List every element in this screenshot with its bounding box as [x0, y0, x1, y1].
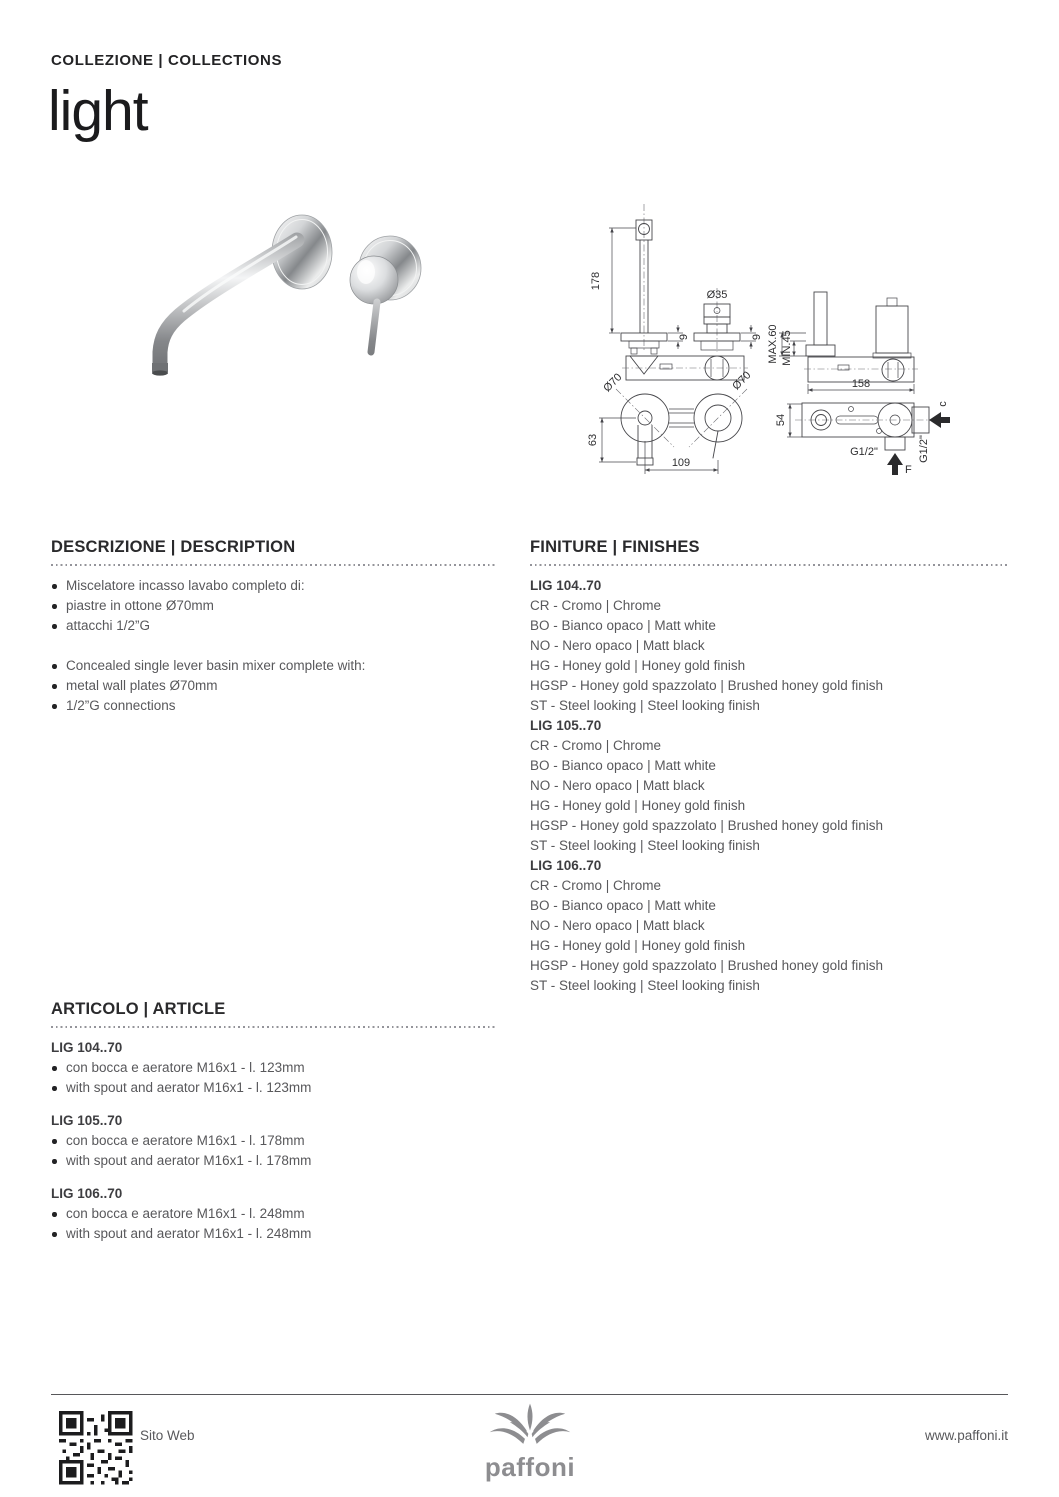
spout-assembly — [152, 215, 332, 376]
article-heading: ARTICOLO | ARTICLE — [51, 1000, 226, 1018]
dotted-rule — [51, 564, 497, 566]
brand-logo — [477, 1402, 583, 1483]
dim-max-depth: MAX.60 — [767, 324, 779, 364]
article-code: LIG 105..70 — [51, 1113, 123, 1128]
website-link[interactable]: www.paffoni.it — [924, 1428, 1008, 1443]
qr-code — [57, 1409, 135, 1487]
hot-inlet-arrow — [887, 453, 903, 475]
cold-inlet-arrow — [929, 412, 950, 428]
dim-connection-side: G1/2" — [918, 435, 930, 463]
hot-inlet-label: F — [905, 464, 912, 476]
finish-option: NO - Nero opaco | Matt black — [530, 778, 705, 793]
article-items — [51, 1131, 497, 1171]
description-item: 1/2”G connections — [51, 696, 497, 716]
dim-plate-diameter-left: Ø70 — [601, 371, 625, 395]
finish-option: HG - Honey gold | Honey gold finish — [530, 658, 746, 673]
dim-min-depth: MIN.45 — [781, 330, 793, 366]
finish-option: NO - Nero opaco | Matt black — [530, 918, 705, 933]
finish-options — [530, 596, 1008, 716]
finish-groups — [530, 576, 1008, 996]
description-list — [51, 576, 497, 636]
description-section — [51, 538, 497, 716]
finish-option: NO - Nero opaco | Matt black — [530, 638, 705, 653]
description-item: Concealed single lever basin mixer complete with: — [51, 656, 497, 676]
article-item: with spout and aerator M16x1 - l. 123mm — [51, 1078, 497, 1098]
finish-option: HGSP - Honey gold spazzolato | Brushed honey gold finish — [530, 678, 883, 693]
qr-label: Sito Web — [140, 1428, 195, 1443]
finish-option: BO - Bianco opaco | Matt white — [530, 758, 716, 773]
finish-option: CR - Cromo | Chrome — [530, 598, 662, 613]
finish-options — [530, 736, 1008, 856]
article-groups — [51, 1038, 497, 1244]
article-items — [51, 1058, 497, 1098]
brand-logo-text: paffoni — [484, 1452, 576, 1482]
finish-option: ST - Steel looking | Steel looking finish — [530, 698, 760, 713]
finish-option: HG - Honey gold | Honey gold finish — [530, 938, 746, 953]
finish-option: HG - Honey gold | Honey gold finish — [530, 798, 746, 813]
article-item: con bocca e aeratore M16x1 - l. 248mm — [51, 1204, 497, 1224]
finish-group — [530, 576, 1008, 716]
article-code: LIG 105..70 — [530, 718, 602, 733]
finish-option: ST - Steel looking | Steel looking finish — [530, 978, 760, 993]
collection-eyebrow: COLLEZIONE | COLLECTIONS — [51, 52, 283, 69]
article-item: with spout and aerator M16x1 - l. 248mm — [51, 1224, 497, 1244]
description-item: metal wall plates Ø70mm — [51, 676, 497, 696]
dim-plate-diameter-right: Ø70 — [730, 369, 754, 393]
dim-body-height: 54 — [775, 413, 787, 427]
finishes-section — [530, 538, 1008, 996]
finish-option: BO - Bianco opaco | Matt white — [530, 898, 716, 913]
finish-option: HGSP - Honey gold spazzolato | Brushed honey gold finish — [530, 958, 883, 973]
dim-spout-length: 178 — [590, 271, 602, 291]
top-view — [795, 403, 938, 450]
finish-options — [530, 876, 1008, 996]
palm-icon — [480, 1402, 580, 1454]
dim-connection-bottom: G1/2" — [850, 446, 878, 458]
footer-divider — [51, 1394, 1008, 1395]
article-code: LIG 106..70 — [51, 1186, 123, 1201]
article-code: LIG 106..70 — [530, 858, 602, 873]
finish-group — [530, 856, 1008, 996]
article-item: with spout and aerator M16x1 - l. 178mm — [51, 1151, 497, 1171]
finish-option: BO - Bianco opaco | Matt white — [530, 618, 716, 633]
dotted-rule — [530, 564, 1008, 566]
finish-group — [530, 716, 1008, 856]
dotted-rule — [51, 1026, 497, 1028]
front-view-dimensions — [590, 228, 763, 349]
article-group — [51, 1111, 497, 1171]
article-code: LIG 104..70 — [530, 578, 602, 593]
article-group — [51, 1184, 497, 1244]
description-heading: DESCRIZIONE | DESCRIPTION — [51, 538, 296, 556]
dim-interaxis: 109 — [671, 457, 691, 469]
article-item: con bocca e aeratore M16x1 - l. 178mm — [51, 1131, 497, 1151]
description-list — [51, 656, 497, 716]
cold-inlet-label: c — [937, 401, 949, 407]
handle-assembly — [350, 236, 421, 352]
article-group — [51, 1038, 497, 1098]
finish-option: CR - Cromo | Chrome — [530, 738, 662, 753]
finish-option: CR - Cromo | Chrome — [530, 878, 662, 893]
article-items — [51, 1204, 497, 1244]
plates-front-dimensions — [587, 369, 753, 474]
finishes-heading: FINITURE | FINISHES — [530, 538, 700, 556]
article-section — [51, 1000, 497, 1257]
dim-body-length: 158 — [851, 378, 871, 390]
top-view-dimensions — [775, 401, 950, 476]
description-item: Miscelatore incasso lavabo completo di: — [51, 576, 497, 596]
description-item: attacchi 1/2”G — [51, 616, 497, 636]
side-view — [804, 292, 918, 382]
plates-front-view — [616, 389, 747, 465]
dim-spout-drop: 63 — [587, 433, 599, 447]
description-groups — [51, 576, 497, 716]
dim-plate-thickness-right: 9 — [751, 333, 763, 341]
article-item: con bocca e aeratore M16x1 - l. 123mm — [51, 1058, 497, 1078]
product-photo — [130, 195, 465, 410]
dim-handle-diameter: Ø35 — [706, 289, 728, 301]
article-code: LIG 104..70 — [51, 1040, 123, 1055]
dim-plate-thickness-left: 9 — [678, 333, 690, 341]
finish-option: HGSP - Honey gold spazzolato | Brushed honey gold finish — [530, 818, 883, 833]
page-title: light — [48, 79, 148, 143]
finish-option: ST - Steel looking | Steel looking finish — [530, 838, 760, 853]
description-item: piastre in ottone Ø70mm — [51, 596, 497, 616]
technical-drawing — [578, 195, 958, 490]
front-view-spout — [621, 204, 667, 374]
